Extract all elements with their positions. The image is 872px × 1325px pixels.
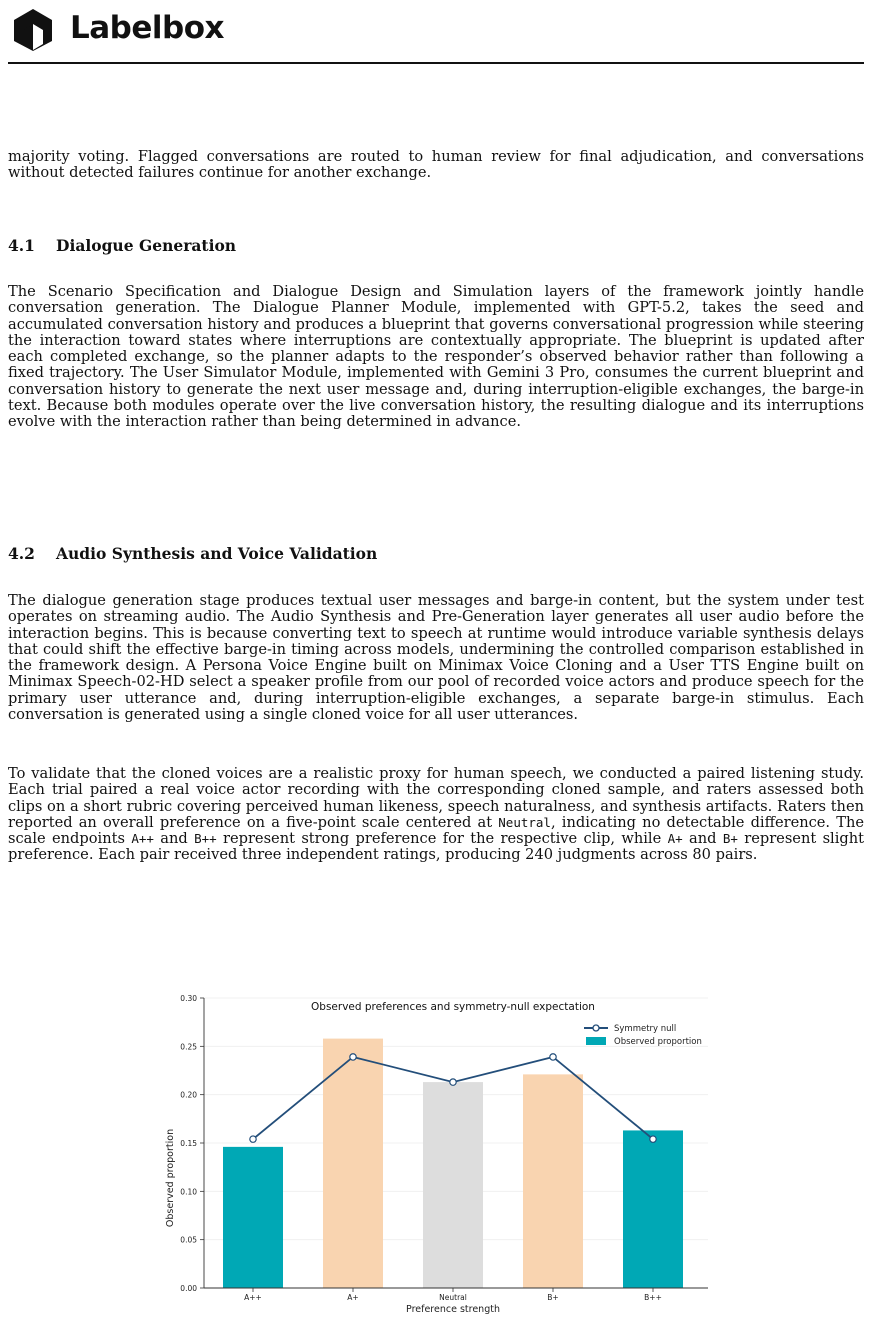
legend-marker-swatch (593, 1025, 599, 1031)
text-run: represent strong preference for the respective clip, while (216, 830, 668, 848)
y-tick-label: 0.25 (180, 1042, 197, 1052)
x-tick-label: A++ (244, 1293, 262, 1302)
x-tick-label: Neutral (439, 1293, 467, 1302)
x-axis-label: Preference strength (406, 1304, 500, 1315)
legend-label-observed: Observed proportion (614, 1037, 702, 1047)
bar-bpp (623, 1130, 683, 1288)
text-run: and (682, 830, 723, 848)
bar-neutral (423, 1082, 483, 1288)
x-tick-label: B+ (547, 1293, 559, 1302)
text-run: and (153, 830, 195, 848)
symmetry-null-point (350, 1054, 356, 1060)
preference-chart-figure (150, 988, 870, 1318)
y-tick-label: 0.05 (180, 1235, 197, 1245)
preference-chart (150, 988, 870, 1320)
section-4-2-paragraph-1: The dialogue generation stage produces textual user messages and barge-in content, but the system under test operates on streaming audio. The Audio Synthesis and Pre-Generation layer generates all user audio before the interaction begins. This is because converting text to speech at runtime would introduce variable synthesis delays that could shift the effective barge-in timing across models, undermining the controlled comparison established in the framework design. A Persona Voice Engine built on Minimax Voice Cloning and a User TTS Engine built on Minimax Speech-02-HD select a speaker profile from our pool of recorded voice actors and produce speech for the primary user utterance and, during interruption-eligible exchanges, a separate barge-in stimulus. Each conversation is generated using a single cloned voice for all user utterances. (8, 592, 864, 724)
text-run: represent slight preference. Each pair received three independent ratings, producing 240 judgments across 80 pairs. (8, 830, 864, 864)
y-tick-label: 0.00 (180, 1284, 197, 1293)
section-4-1-paragraph: The Scenario Specification and Dialogue Design and Simulation layers of the framework jointly handle conversation generation. The Dialogue Planner Module, implemented with GPT-5.2, takes the seed and accumulated conversation history and produces a blueprint that governs conversational progression while steering the interaction toward states where interruptions are contextually appropriate. The blueprint is updated after each completed exchange, so the planner adapts to the responder’s observed behavior rather than following a fixed trajectory. The User Simulator Module, implemented with Gemini 3 Pro, consumes the current blueprint and conversation history to generate the next user message and, during interruption-eligible exchanges, the barge-in text. Because both modules operate over the live conversation history, the resulting dialogue and its interruptions evolve with the interaction rather than being determined in advance. (8, 283, 864, 431)
y-tick-label: 0.10 (180, 1187, 197, 1197)
section-number: 4.1 (8, 236, 35, 255)
symmetry-null-point (250, 1136, 256, 1142)
section-heading-4-1 (8, 236, 236, 255)
code-a-plus-plus: A++ (131, 831, 154, 847)
text-run: , indicating no detectable difference. The scale endpoints (8, 813, 864, 848)
code-neutral: Neutral (498, 814, 551, 830)
intro-paragraph: majority voting. Flagged conversations are routed to human review for final adjudication, and conversations without detected failures continue for another exchange. (8, 148, 864, 182)
code-a-plus: A+ (667, 831, 683, 847)
chart-title: Observed preferences and symmetry-null expectation (311, 1001, 595, 1013)
page-header (8, 4, 864, 64)
text-run: To validate that the cloned voices are a realistic proxy for human speech, we conducted a paired listening study. Each trial paired a real voice actor recording with the corresponding cloned sample, and raters assessed both clips on a short rubric covering perceived human likeness, speech naturalness, and synthesis artifacts. Raters then reported an overall preference on a five-point scale centered at (8, 765, 864, 831)
section-title: Dialogue Generation (56, 236, 237, 255)
code-b-plus-plus: B++ (194, 831, 217, 847)
x-tick-label: A+ (347, 1293, 359, 1302)
y-axis-label: Observed proportion (165, 1128, 176, 1228)
bar-ap (323, 1039, 383, 1288)
code-b-plus: B+ (722, 831, 738, 847)
section-heading-4-2 (8, 544, 377, 563)
chart-legend (584, 1024, 702, 1047)
symmetry-null-point (450, 1079, 456, 1085)
section-4-2-paragraph-2 (8, 766, 864, 864)
labelbox-cube-icon (12, 8, 54, 52)
symmetry-null-point (650, 1136, 656, 1142)
y-tick-label: 0.30 (180, 994, 197, 1003)
bar-app (223, 1147, 283, 1288)
bar-layer (223, 1039, 683, 1288)
y-tick-label: 0.15 (180, 1139, 197, 1148)
section-number: 4.2 (8, 544, 35, 563)
section-title: Audio Synthesis and Voice Validation (56, 544, 378, 563)
legend-label-symmetry-null: Symmetry null (614, 1024, 677, 1034)
y-tick-label: 0.20 (180, 1090, 197, 1100)
bar-bp (523, 1074, 583, 1288)
brand-name: Labelbox (70, 10, 224, 46)
x-tick-label: B++ (644, 1293, 662, 1302)
legend-bar-swatch (586, 1037, 606, 1045)
symmetry-null-point (550, 1054, 556, 1060)
